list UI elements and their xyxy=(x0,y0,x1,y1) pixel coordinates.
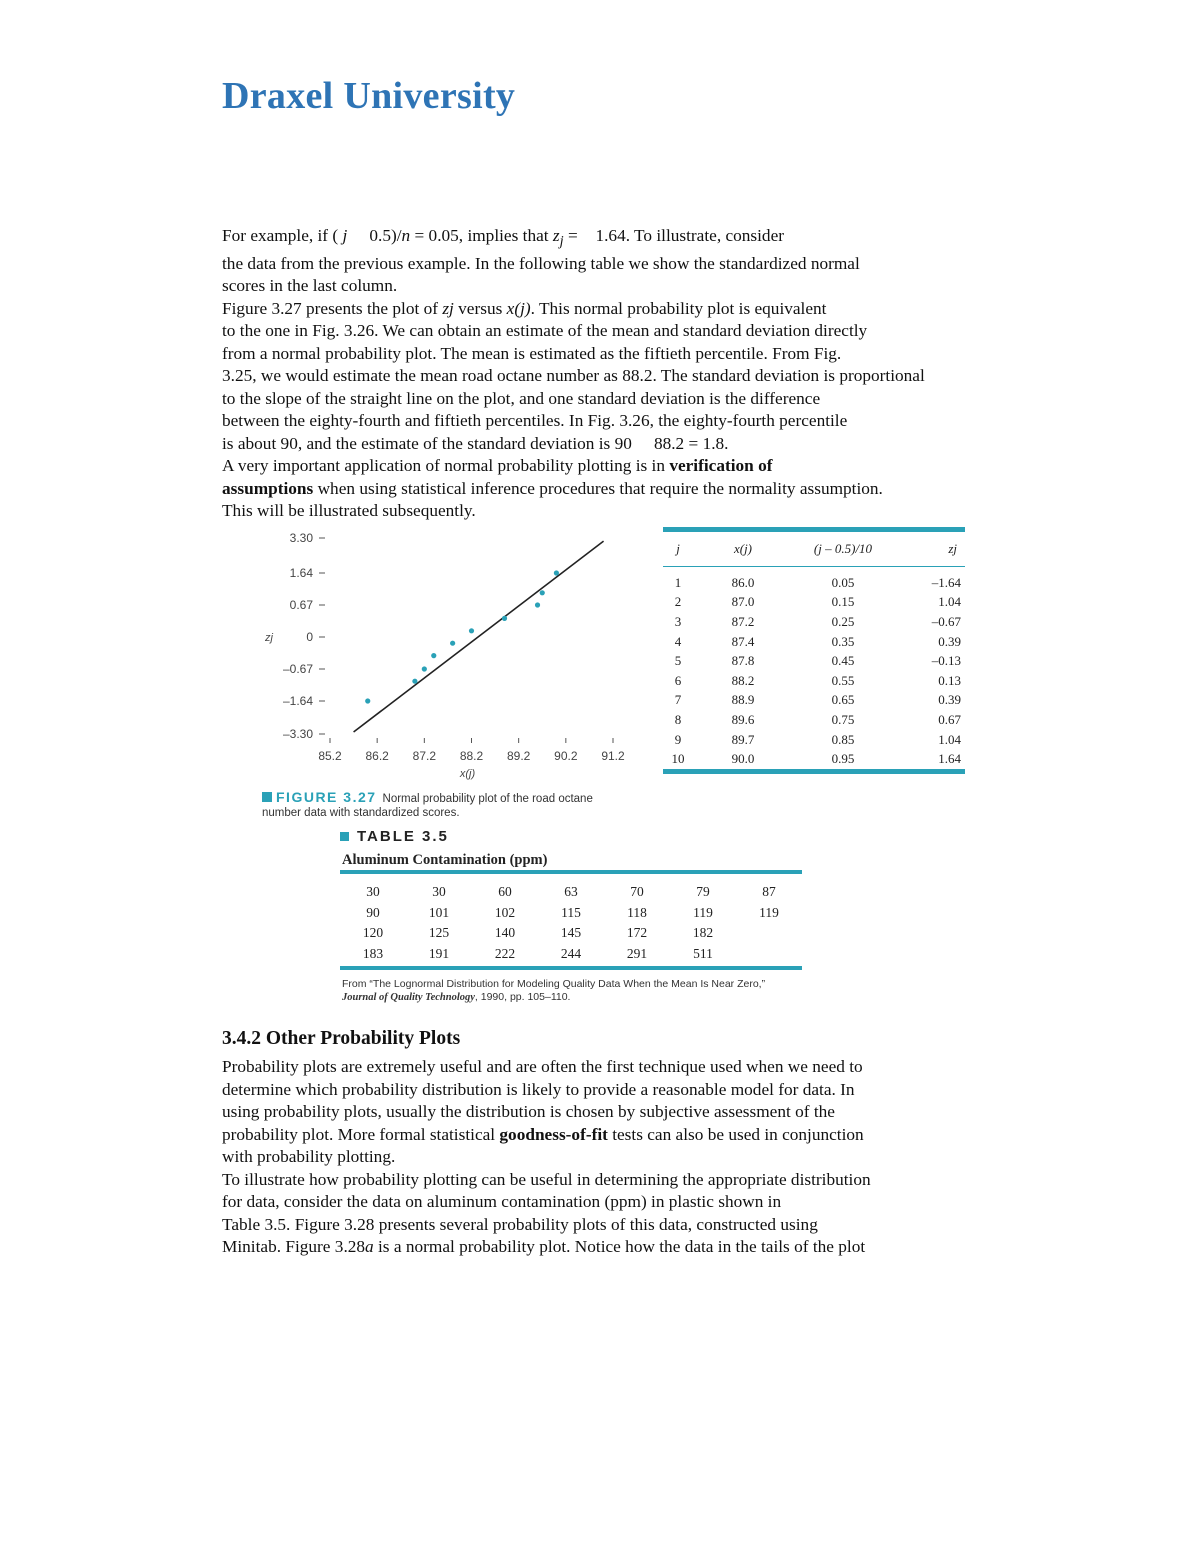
table-cell: 1.04 xyxy=(938,594,961,610)
body-line: determine which probability distribution is likely to provide a reasonable model for data. In xyxy=(222,1079,855,1099)
table-row xyxy=(663,593,965,613)
table-cell: 1 xyxy=(674,574,682,590)
table-cell: 222 xyxy=(494,945,516,961)
table-cell: 5 xyxy=(674,653,682,669)
x-tick-label: 86.2 xyxy=(365,749,389,763)
table-row xyxy=(663,567,965,593)
table-row xyxy=(663,671,965,691)
y-tick-label: –0.67 xyxy=(282,662,313,676)
table-cell: 1.04 xyxy=(938,731,961,747)
table-cell: 87.0 xyxy=(731,594,755,610)
table-row xyxy=(663,749,965,771)
table-row xyxy=(663,691,965,711)
table-cell: 88.9 xyxy=(731,692,755,708)
x-tick-label: 91.2 xyxy=(601,749,625,763)
y-tick-label: 1.64 xyxy=(289,566,313,580)
intro-text xyxy=(222,225,1042,523)
table-cell: 119 xyxy=(693,904,713,920)
col-header-j: j xyxy=(676,541,680,556)
table-cell: 115 xyxy=(561,904,581,920)
table-cell: 30 xyxy=(366,884,380,900)
intro-line: scores in the last column. xyxy=(222,276,398,296)
intro-line: the data from the previous example. In the following table we show the standardized normal xyxy=(222,253,860,273)
caption-marker xyxy=(262,792,272,802)
table-row xyxy=(340,923,802,944)
data-point xyxy=(469,628,474,633)
table-cell: 125 xyxy=(428,925,450,941)
table-cell: 4 xyxy=(674,633,682,649)
table-cell: 88.2 xyxy=(731,672,755,688)
table-cell: 101 xyxy=(428,904,450,920)
data-point xyxy=(365,698,370,703)
table-cell: 10 xyxy=(671,751,685,767)
table-cell: 87.8 xyxy=(731,653,755,669)
table-cell: 6 xyxy=(674,672,682,688)
table-cell: 172 xyxy=(626,925,648,941)
x-tick-label: 88.2 xyxy=(459,749,484,763)
table-cell: 0.05 xyxy=(831,574,855,590)
table-cell: 244 xyxy=(560,945,582,961)
data-point xyxy=(412,679,417,684)
y-tick-label: 0 xyxy=(306,630,313,644)
body-line: Minitab. Figure 3.28a is a normal probability plot. Notice how the data in the tails of the plot xyxy=(222,1237,866,1256)
table-cell: 89.7 xyxy=(731,731,755,747)
intro-line: between the eighty-fourth and fiftieth percentiles. In Fig. 3.26, the eighty-fourth percentile xyxy=(222,411,848,431)
y-tick-label: –1.64 xyxy=(282,694,313,708)
x-axis-label: x(j) xyxy=(459,768,476,780)
intro-line: This will be illustrated subsequently. xyxy=(222,501,476,521)
table-row xyxy=(663,651,965,671)
data-point xyxy=(535,602,540,607)
table-cell: 90 xyxy=(366,904,380,920)
data-point xyxy=(554,570,559,575)
table-cell: 0.85 xyxy=(831,731,855,747)
figure-tag: FIGURE 3.27 xyxy=(276,789,377,805)
intro-line: For example, if ( j   0.5)/n = 0.05, implies that $z_j$ =  1.64. To illustrate, consider xyxy=(222,226,785,250)
data-point xyxy=(422,666,427,671)
body-line: Probability plots are extremely useful and are often the first technique used when we need to xyxy=(222,1057,863,1076)
table-cell: 86.0 xyxy=(731,574,755,590)
table-cell: 7 xyxy=(674,692,682,708)
col-header-zj: zj xyxy=(948,541,957,556)
aluminum-contamination-table xyxy=(340,870,802,970)
table-cell: 2 xyxy=(674,594,682,610)
table35-source: From “The Lognormal Distribution for Modeling Quality Data When the Mean Is Near Zero,” Journal of Quality Technology, 1990, pp. 105–110. xyxy=(342,978,766,1003)
intro-line: 3.25, we would estimate the mean road octane number as 88.2. The standard deviation is proportional xyxy=(222,366,925,386)
table-cell: 70 xyxy=(630,884,644,900)
intro-line: to the slope of the straight line on the plot, and one standard deviation is the difference xyxy=(222,388,821,408)
intro-line: Figure 3.27 presents the plot of zj versus x(j). This normal probability plot is equivalent xyxy=(222,298,827,318)
table-cell: 0.35 xyxy=(831,633,855,649)
table-cell: 140 xyxy=(494,925,516,941)
table-cell: 0.25 xyxy=(831,613,855,629)
table-cell: 0.55 xyxy=(831,672,855,688)
table-cell: 0.65 xyxy=(831,692,855,708)
section-body xyxy=(222,1056,982,1259)
table-row xyxy=(340,944,802,969)
table-cell: 0.15 xyxy=(831,594,855,610)
normal-probability-plot xyxy=(255,525,625,785)
table-cell: 0.95 xyxy=(831,751,855,767)
y-tick-label: 0.67 xyxy=(289,598,313,612)
intro-line: to the one in Fig. 3.26. We can obtain an estimate of the mean and standard deviation directly xyxy=(222,321,868,341)
data-point xyxy=(431,653,436,658)
x-tick-label: 90.2 xyxy=(554,749,578,763)
table-cell: 89.6 xyxy=(731,711,755,727)
section-heading: 3.4.2 Other Probability Plots xyxy=(222,1028,461,1049)
table-cell: –0.67 xyxy=(931,613,961,629)
table-cell: 183 xyxy=(362,945,384,961)
y-axis-label: zj xyxy=(265,632,273,644)
table-cell: 0.67 xyxy=(938,711,961,727)
y-tick-label: –3.30 xyxy=(282,727,313,741)
table35-tag: TABLE 3.5 xyxy=(340,828,449,845)
table-cell: 120 xyxy=(362,925,384,941)
intro-line: is about 90, and the estimate of the standard deviation is 90   88.2 = 1.8. xyxy=(222,433,729,453)
table-row xyxy=(663,730,965,750)
page-title: Draxel University xyxy=(222,75,516,117)
table-cell: 0.75 xyxy=(831,711,855,727)
table-header-row xyxy=(663,530,965,567)
body-line: with probability plotting. xyxy=(222,1147,396,1166)
x-tick-label: 87.2 xyxy=(412,749,437,763)
table-cell: 90.0 xyxy=(731,751,755,767)
table-cell: 87.4 xyxy=(731,633,755,649)
table-cell: 118 xyxy=(627,904,647,920)
table-cell: 102 xyxy=(494,904,516,920)
table-cell: 145 xyxy=(560,925,582,941)
table-cell: 1.64 xyxy=(938,751,961,767)
table-cell: 87.2 xyxy=(731,613,755,629)
data-point xyxy=(502,616,507,621)
table-cell: 30 xyxy=(432,884,446,900)
table-cell xyxy=(736,923,802,944)
intro-line: A very important application of normal probability plotting is in verification of xyxy=(222,456,773,476)
table-cell: 511 xyxy=(693,945,713,961)
table-marker xyxy=(340,832,349,841)
data-point xyxy=(450,641,455,646)
table-cell: 291 xyxy=(626,945,648,961)
body-line: probability plot. More formal statistical goodness-of-fit tests can also be used in conjunction xyxy=(222,1124,864,1144)
y-tick-label: 3.30 xyxy=(289,531,313,545)
table-row xyxy=(340,872,802,903)
fit-line xyxy=(354,541,604,732)
standardized-scores-table xyxy=(663,527,965,774)
intro-line: assumptions when using statistical inference procedures that require the normality assumption. xyxy=(222,478,883,498)
table-cell: 191 xyxy=(428,945,450,961)
table-cell: 87 xyxy=(762,884,776,900)
table-cell: 0.39 xyxy=(938,633,961,649)
table-cell: 3 xyxy=(674,613,682,629)
table-cell: 9 xyxy=(674,731,682,747)
table-cell: 60 xyxy=(498,884,512,900)
x-tick-label: 85.2 xyxy=(318,749,342,763)
table-cell: –0.13 xyxy=(931,653,961,669)
table-cell: 79 xyxy=(696,884,710,900)
data-point xyxy=(540,590,545,595)
table-cell: 0.39 xyxy=(938,692,961,708)
table-cell: 0.45 xyxy=(831,653,855,669)
x-tick-label: 89.2 xyxy=(506,749,531,763)
table35-title: Aluminum Contamination (ppm) xyxy=(342,852,548,868)
table-cell: 119 xyxy=(759,904,779,920)
body-line: for data, consider the data on aluminum contamination (ppm) in plastic shown in xyxy=(222,1192,782,1211)
table-row xyxy=(663,612,965,632)
table-cell: 182 xyxy=(692,925,714,941)
col-header-fraction: (j – 0.5)/10 xyxy=(813,541,873,556)
table-cell: –1.64 xyxy=(931,574,961,590)
table-cell: 8 xyxy=(674,711,682,727)
table-cell: 63 xyxy=(564,884,578,900)
body-line: using probability plots, usually the distribution is chosen by subjective assessment of the xyxy=(222,1102,835,1121)
table-cell xyxy=(736,944,802,969)
table-cell: 0.13 xyxy=(938,672,961,688)
figure-caption-text: Normal probability plot of the road octane number data with standardized scores. xyxy=(262,793,593,819)
figure-caption xyxy=(262,790,622,820)
table-row xyxy=(340,903,802,924)
table-row xyxy=(663,632,965,652)
body-line: Table 3.5. Figure 3.28 presents several probability plots of this data, constructed using xyxy=(222,1214,818,1234)
intro-line: from a normal probability plot. The mean is estimated as the fiftieth percentile. From Fig. xyxy=(222,343,842,363)
body-line: To illustrate how probability plotting can be useful in determining the appropriate distribution xyxy=(222,1169,871,1189)
table-row xyxy=(663,710,965,730)
col-header-xj: x(j) xyxy=(733,541,753,556)
